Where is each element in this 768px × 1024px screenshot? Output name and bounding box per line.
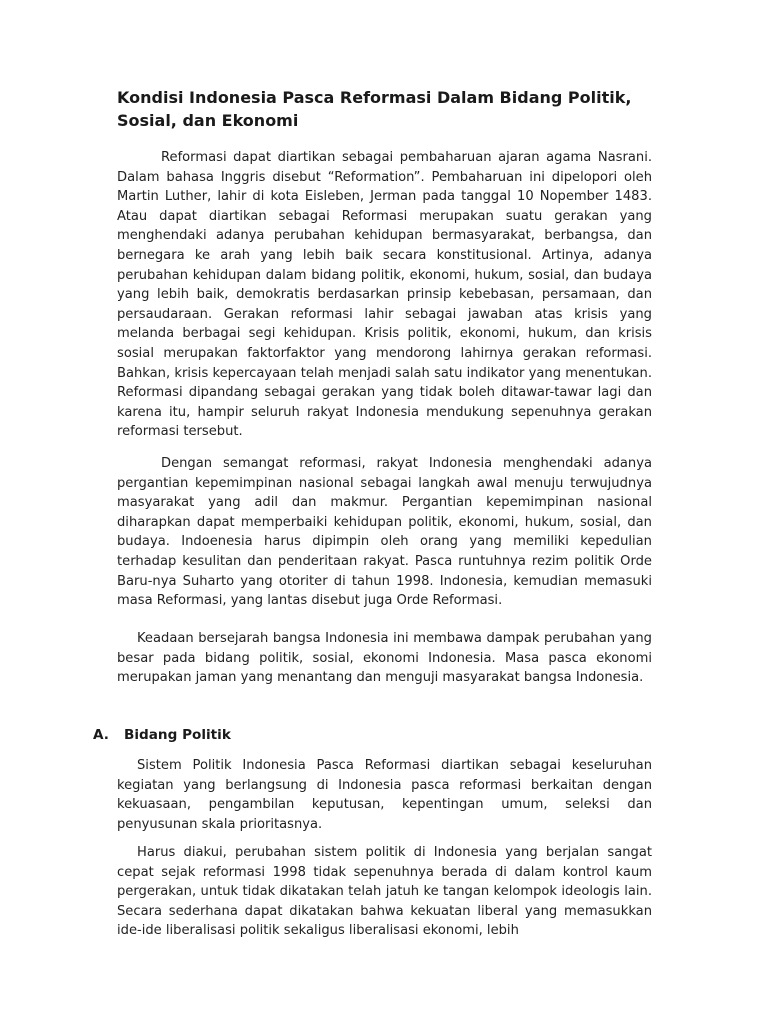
paragraph-political-system: Sistem Politik Indonesia Pasca Reformasi diartikan sebagai keseluruhan kegiatan yang berlangsung di Indonesia pasca reformasi berkaitan dengan kekuasaan, pengambilan keputusan, kepentingan umum, seleksi dan penyusunan skala prioritasnya. [117, 758, 652, 832]
paragraph-historical-impact: Keadaan bersejarah bangsa Indonesia ini membawa dampak perubahan yang besar pada bidang politik, sosial, ekonomi Indonesia. Masa pasca ekonomi merupakan jaman yang menantang dan menguji masyarakat bangsa Indonesia. [117, 631, 652, 686]
paragraph-leadership-change: Dengan semangat reformasi, rakyat Indonesia menghendaki adanya pergantian kepemimpinan nasional sebagai langkah awal menuju terwujudnya masyarakat yang adil dan makmur. Pergantian kepemimpinan nasional diharapkan dapat memperbaiki kehidupan politik, ekonomi, hukum, sosial, dan budaya. Indoenesia harus dipimpin oleh orang yang memiliki kepedulian terhadap kesulitan dan penderitaan rakyat. Pasca runtuhnya rezim politik Orde Baru-nya Suharto yang otoriter di tahun 1998. Indonesia, kemudian memasuki masa Reformasi, yang lantas disebut juga Orde Reformasi. [117, 456, 652, 609]
document-title: Kondisi Indonesia Pasca Reformasi Dalam Bidang Politik, Sosial, dan Ekonomi [117, 88, 632, 130]
section-a-letter: A. [93, 727, 109, 743]
section-a-heading [93, 725, 231, 745]
paragraph-political-change: Harus diakui, perubahan sistem politik di Indonesia yang berjalan sangat cepat sejak reformasi 1998 tidak sepenuhnya berada di dalam kontrol kaum pergerakan, untuk tidak dikatakan telah jatuh ke tangan kelompok ideologis lain. Secara sederhana dapat dikatakan bahwa kekuatan liberal yang memasukkan ide-ide liberalisasi politik sekaligus liberalisasi ekonomi, lebih [117, 845, 652, 939]
paragraph-reformasi-definition: Reformasi dapat diartikan sebagai pembaharuan ajaran agama Nasrani. Dalam bahasa Inggris disebut “Reformation”. Pembaharuan ini dipelopori oleh Martin Luther, lahir di kota Eisleben, Jerman pada tanggal 10 Nopember 1483. Atau dapat diartikan sebagai Reformasi merupakan suatu gerakan yang menghendaki adanya perubahan kehidupan bermasyarakat, berbangsa, dan bernegara ke arah yang lebih baik secara konstitusional. Artinya, adanya perubahan kehidupan dalam bidang politik, ekonomi, hukum, sosial, dan budaya yang lebih baik, demokratis berdasarkan prinsip kebebasan, persamaan, dan persaudaraan. Gerakan reformasi lahir sebagai jawaban atas krisis yang melanda berbagai segi kehidupan. Krisis politik, ekonomi, hukum, dan krisis sosial merupakan faktorfaktor yang mendorong lahirnya gerakan reformasi. Bahkan, krisis kepercayaan telah menjadi salah satu indikator yang menentukan. Reformasi dipandang sebagai gerakan yang tidak boleh ditawar-tawar lagi dan karena itu, hampir seluruh rakyat Indonesia mendukung sepenuhnya gerakan reformasi tersebut. [117, 150, 652, 440]
section-a-title: Bidang Politik [124, 727, 231, 743]
